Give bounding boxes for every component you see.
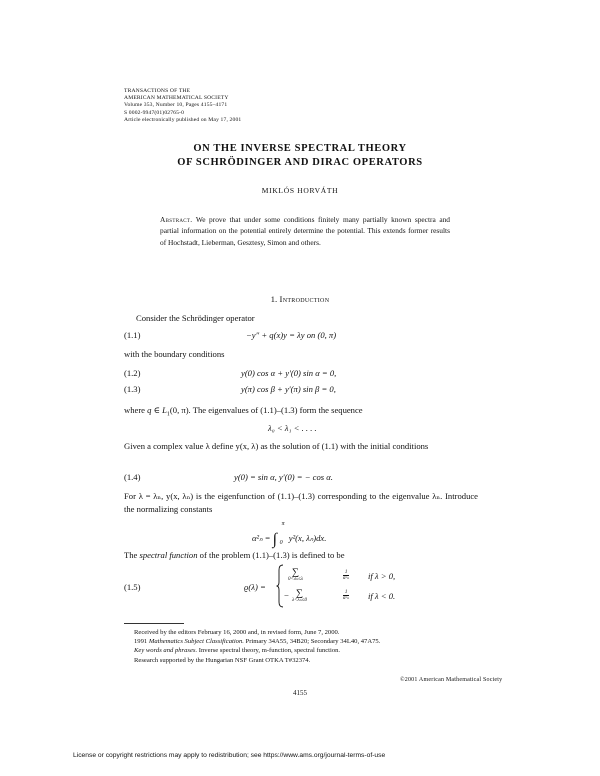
case-2-sum-sub: λ<λₙ≤0 [292, 597, 307, 603]
abstract [160, 214, 450, 248]
footnote-keywords-post: Inverse spectral theory, m-function, spectral function. [197, 647, 341, 655]
case-1-sigma: ∑ [291, 566, 300, 578]
case-2-frac-num: 1 [344, 590, 348, 595]
paragraph-6 [124, 549, 478, 562]
eq-1-1: −y″ + q(x)y = λy on (0, π) [246, 330, 337, 340]
eq-1-3: y(π) cos β + y′(π) sin β = 0, [241, 384, 336, 394]
paragraph-2: with the boundary conditions [124, 349, 225, 359]
eq-1-1-number: (1.1) [124, 330, 141, 340]
paragraph-6-post: of the problem (1.1)–(1.3) is defined to be [197, 550, 345, 560]
footnote-keywords [124, 646, 478, 655]
cases-brace [276, 564, 284, 608]
case-2-fraction [343, 590, 349, 601]
case-2-sum [292, 587, 307, 605]
copyright-notice: ©2001 American Mathematical Society [400, 677, 503, 683]
journal-issn: S 0002-9947(01)02765-0 [124, 109, 185, 116]
paragraph-6-pre: The [124, 550, 140, 560]
case-1-condition: if λ > 0, [368, 571, 396, 581]
eq-1-3-number: (1.3) [124, 384, 141, 394]
norm-lhs: α²ₙ = [252, 533, 273, 543]
case-2-sum-group [292, 589, 307, 604]
norm-rhs: y²(x, λₙ)dx. [288, 533, 327, 543]
footnote-msc-em: Mathematics Subject Classification. [148, 638, 244, 646]
case-1-frac-den: α²ₙ [343, 576, 350, 581]
paragraph-3-math: q ∈ L [147, 405, 167, 415]
section-number: 1. [270, 294, 278, 304]
title-line-1: ON THE INVERSE SPECTRAL THEORY [193, 143, 407, 154]
paragraph-3 [124, 404, 478, 422]
footnote-received: Received by the editors February 16, 2000 and, in revised form, June 7, 2000. [134, 629, 340, 636]
integral-sign: ∫ [272, 531, 277, 548]
journal-volume: Volume 353, Number 10, Pages 4155–4171 [124, 102, 228, 109]
footnote-msc-post: Primary 34A55, 34B20; Secondary 34L40, 47A75. [243, 638, 381, 646]
norm-integral [272, 521, 287, 548]
license-notice: License or copyright restrictions may apply to redistribution; see https://www.ams.org/journal-terms-of-use [73, 752, 386, 759]
footnote-keywords-em: Key words and phrases. [134, 647, 198, 655]
journal-header [124, 88, 241, 124]
journal-line-2: AMERICAN MATHEMATICAL SOCIETY [124, 95, 229, 102]
eq-1-2: y(0) cos α + y′(0) sin α = 0, [241, 368, 337, 378]
paragraph-3-pre: where [124, 405, 148, 415]
case-2-sigma: ∑ [295, 587, 304, 599]
integral-lower-limit: 0 [279, 540, 283, 546]
eq-1-5-number: (1.5) [124, 582, 141, 592]
paragraph-4: Given a complex value λ define y(x, λ) as the solution of (1.1) with the initial conditions [124, 441, 429, 451]
brace-svg [276, 564, 284, 608]
footnote-msc [124, 637, 478, 646]
eigenvalue-sequence: λ₀ < λ₁ < . . . . [268, 423, 317, 433]
case-2-frac-den: α²ₙ [343, 596, 350, 601]
paragraph-3-post: (0, π). The eigenvalues of (1.1)–(1.3) form the sequence [169, 405, 363, 415]
section-title: Introduction [279, 294, 330, 304]
footnote-rule [124, 623, 184, 624]
footnote-msc-pre: 1991 [134, 638, 149, 646]
title-line-2: OF SCHRÖDINGER AND DIRAC OPERATORS [177, 157, 423, 168]
case-2-condition: if λ < 0. [368, 591, 396, 601]
paragraph-1: Consider the Schrödinger operator [136, 313, 255, 323]
footnotes [124, 628, 478, 665]
paragraph-3-sub: 1 [166, 411, 170, 418]
case-1-sum [288, 566, 303, 584]
case-1-sum-sub: 0<λₙ≤λ [288, 576, 303, 582]
normalizing-constant-eq [252, 521, 327, 548]
journal-pubdate: Article electronically published on May 17, 2001 [124, 116, 242, 123]
page-number: 4155 [293, 689, 307, 697]
abstract-text: We prove that under some conditions finitely many partially known spectra and partial information on the potential entirely determine the potential. This extends former results of Hochstadt, Lieberman, Gesztesy, Simon and others. [160, 215, 450, 247]
paragraph-6-em: spectral function [139, 550, 198, 560]
case-1-frac-num: 1 [344, 570, 348, 575]
author-name: MIKLÓS HORVÁTH [261, 186, 339, 195]
case-1-fraction [343, 570, 349, 581]
eq-1-4-number: (1.4) [124, 472, 141, 482]
eq-1-2-number: (1.2) [124, 368, 141, 378]
case-2-minus: − [284, 590, 289, 600]
footnote-support: Research supported by the Hungarian NSF Grant OTKA T#32374. [134, 656, 311, 664]
eq-1-4: y(0) = sin α, y′(0) = − cos α. [234, 472, 333, 482]
abstract-label: Abstract. [160, 215, 193, 224]
eq-1-5-lhs: ϱ(λ) = [244, 582, 266, 592]
paragraph-5: For λ = λₙ, y(x, λₙ) is the eigenfunction of (1.1)–(1.3) corresponding to the eigenvalue λₙ. Introduce the normalizing constants [124, 491, 478, 514]
integral-upper-limit: π [281, 521, 285, 527]
journal-line-1: TRANSACTIONS OF THE [124, 88, 191, 94]
case-1-sum-group [288, 568, 303, 583]
section-heading [0, 294, 600, 304]
